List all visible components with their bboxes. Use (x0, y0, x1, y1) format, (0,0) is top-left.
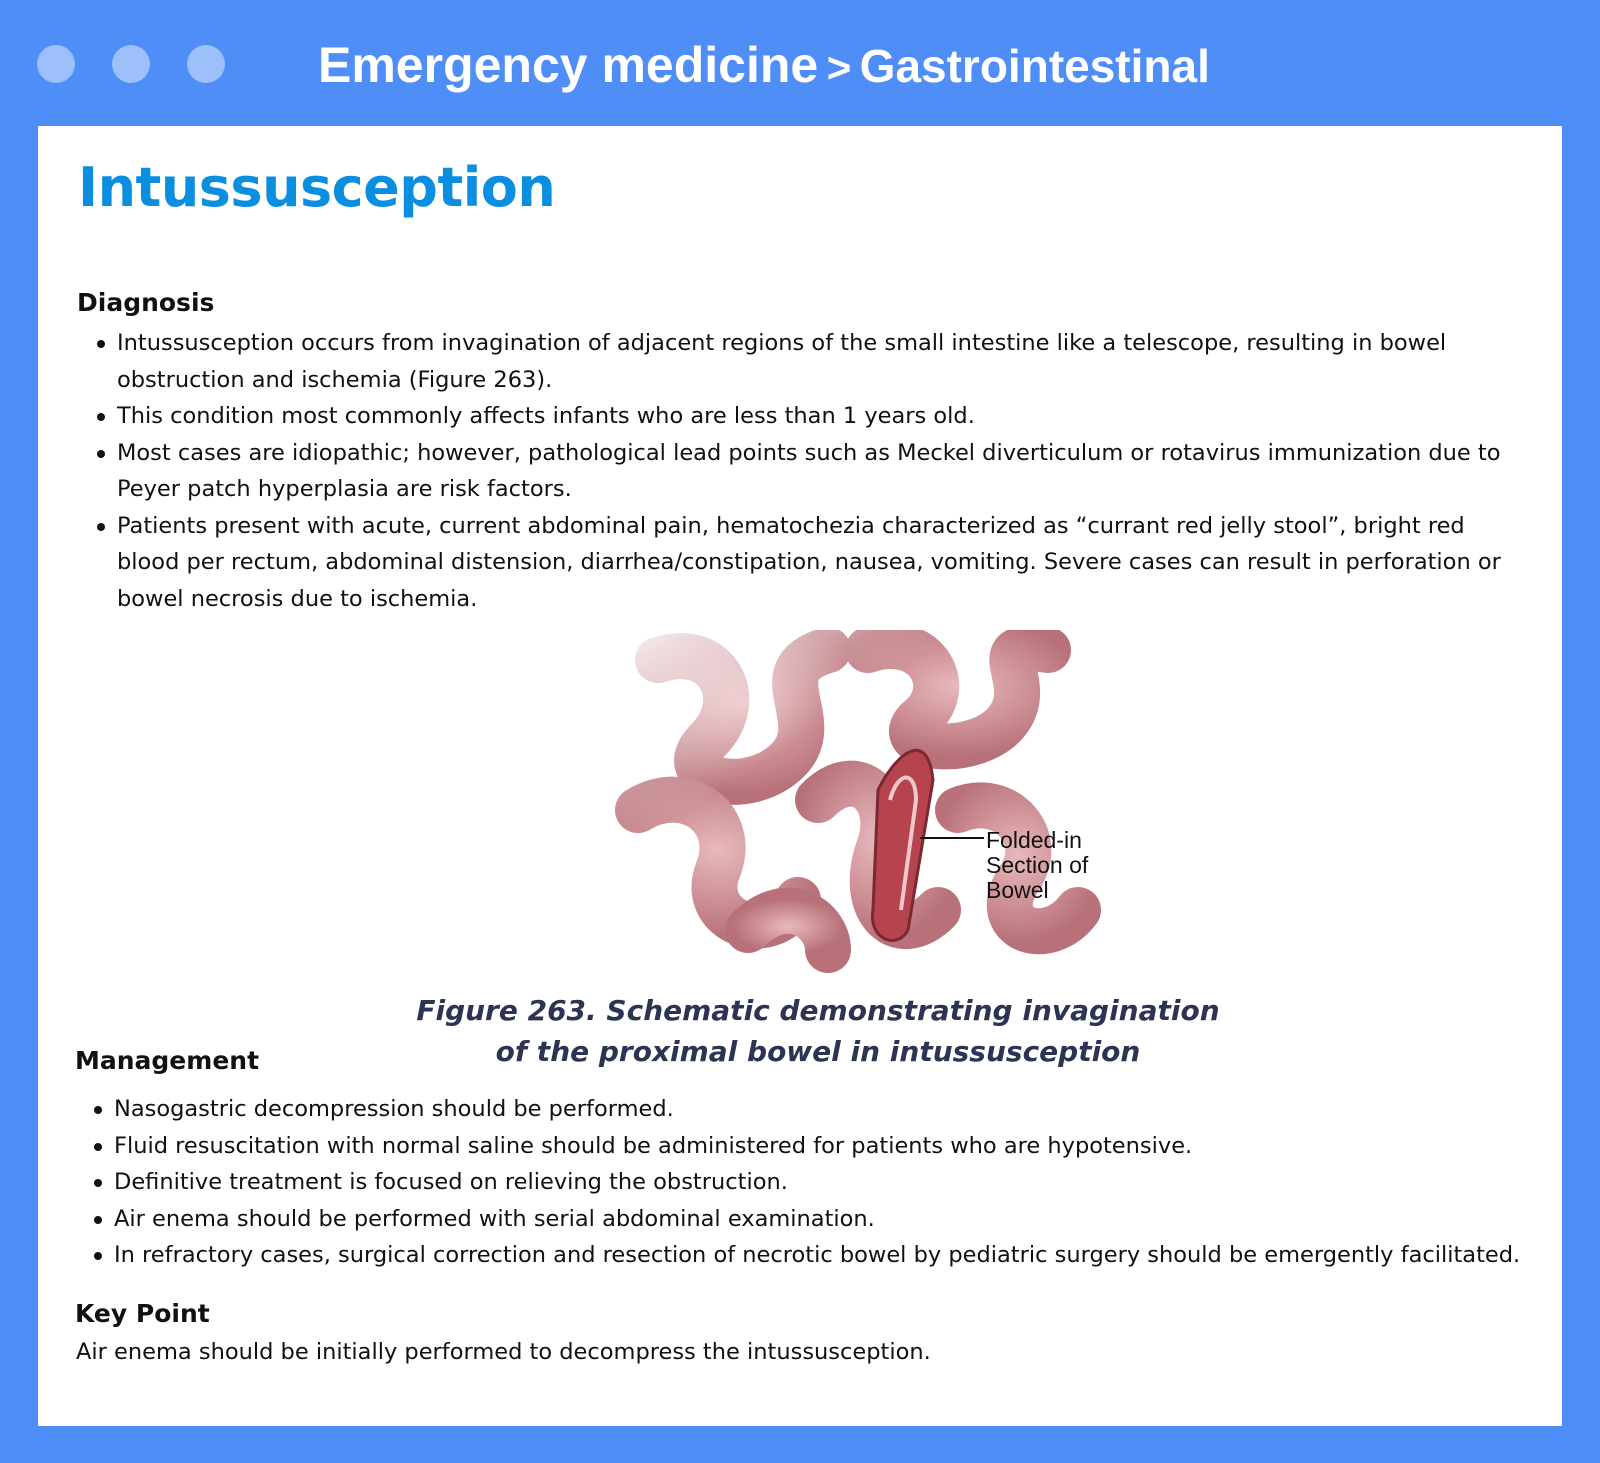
figure-caption: Figure 263. Schematic demonstrating invagination of the proximal bowel in intussusception (416, 994, 1220, 1068)
diagnosis-heading: Diagnosis (77, 288, 215, 317)
window-control-dot[interactable] (37, 45, 75, 83)
diagnosis-list (77, 325, 1517, 617)
breadcrumb-section[interactable]: Emergency medicine (318, 37, 819, 93)
key-point-heading: Key Point (75, 1299, 210, 1328)
breadcrumb-separator: > (826, 44, 852, 91)
bowel-figure (598, 630, 1118, 980)
window-control-dot[interactable] (187, 45, 225, 83)
bowel-illustration (598, 630, 1118, 980)
list-item: Air enema should be performed with serial abdominal examination. (74, 1201, 1534, 1238)
page-title: Intussusception (78, 156, 556, 219)
window-control-dot[interactable] (112, 45, 150, 83)
list-item: Most cases are idiopathic; however, pathological lead points such as Meckel diverticulum or rotavirus immunization due to Peyer patch hyperplasia are risk factors. (77, 435, 1517, 508)
list-item: Intussusception occurs from invagination of adjacent regions of the small intestine like a telescope, resulting in bowel obstruction and ischemia (Figure 263). (77, 325, 1517, 398)
list-item: This condition most commonly affects infants who are less than 1 years old. (77, 398, 1517, 435)
list-item: In refractory cases, surgical correction and resection of necrotic bowel by pediatric surgery should be emergently facilitated. (74, 1237, 1534, 1274)
management-heading: Management (75, 1046, 260, 1075)
figure-label: Folded-in Section of Bowel (986, 827, 1089, 903)
list-item: Fluid resuscitation with normal saline should be administered for patients who are hypotensive. (74, 1128, 1534, 1165)
management-list (74, 1091, 1534, 1274)
list-item: Patients present with acute, current abdominal pain, hematochezia characterized as “currant red jelly stool”, bright red blood per rectum, abdominal distension, diarrhea/constipation, nausea, vomiting. Severe cases can result in perforation or bowel necrosis due to ischemia. (77, 508, 1517, 618)
content-card (38, 126, 1562, 1426)
breadcrumb (318, 30, 1210, 100)
list-item: Nasogastric decompression should be performed. (74, 1091, 1534, 1128)
key-point-text: Air enema should be initially performed to decompress the intussusception. (76, 1339, 931, 1365)
list-item: Definitive treatment is focused on relieving the obstruction. (74, 1164, 1534, 1201)
breadcrumb-subsection[interactable]: Gastrointestinal (859, 40, 1210, 92)
window-titlebar (0, 0, 1600, 126)
